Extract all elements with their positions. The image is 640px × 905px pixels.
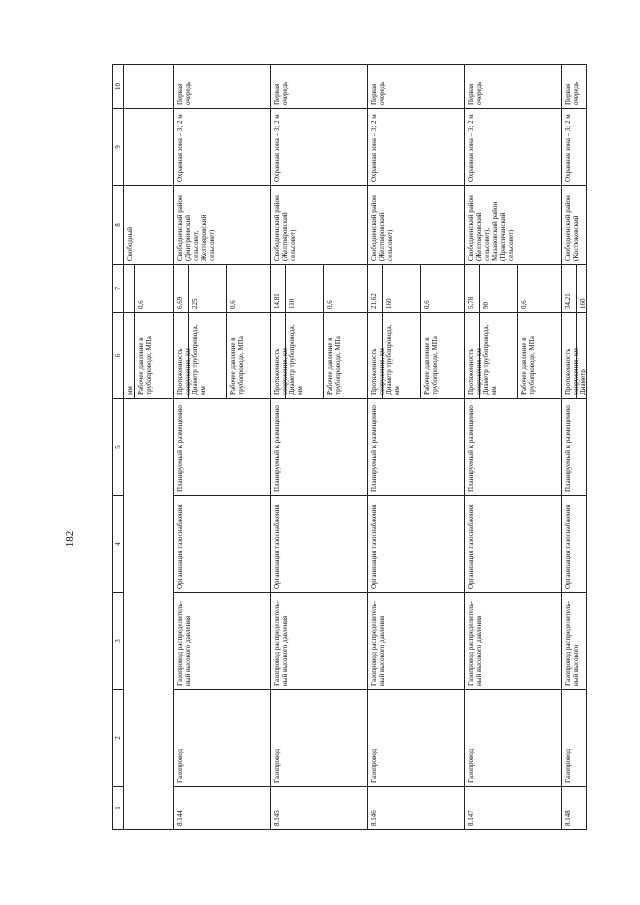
row-status: Планируемый к размещению	[367, 398, 465, 496]
row-params	[270, 312, 368, 399]
row-purpose: Организация газоснабжения	[464, 495, 562, 593]
row-location	[464, 185, 562, 265]
param-label: Протяженность сооружения, км	[176, 348, 192, 395]
row-zone: Охранная зона – 3; 2 м	[464, 108, 562, 186]
row-param-values	[464, 264, 562, 313]
location-line: Мазановский район (Практичанский сельсовет)	[491, 201, 515, 261]
continuation-pressure-value: 0,6	[134, 265, 175, 312]
continuation-blank	[123, 398, 174, 830]
param-label: Диаметр трубопровода, мм	[188, 313, 226, 398]
registry-table	[112, 64, 586, 830]
param-label: Диаметр	[576, 313, 588, 398]
row-type: Газопровод распределитель-ный высокого давления	[367, 592, 465, 690]
param-value: 6,69	[176, 296, 184, 309]
header-col-3: 3	[112, 592, 124, 690]
continuation-params	[123, 312, 174, 399]
param-label: Рабочее давление в трубопроводе, МПа	[517, 313, 563, 398]
param-value: 0,6	[420, 265, 466, 312]
row-zone: Охранная зона – 3; 2 м	[561, 108, 587, 186]
param-label: Рабочее давление в трубопроводе, МПа	[323, 313, 369, 398]
row-id: 8.147	[464, 786, 562, 830]
param-label: Протяженность сооружения, км	[467, 348, 483, 395]
param-label: Рабочее давление в трубопроводе, МПа	[420, 313, 466, 398]
param-value: 0,6	[226, 265, 272, 312]
param-label: Диаметр трубопровода, мм	[479, 313, 517, 398]
param-value: 34,21	[564, 293, 572, 309]
row-status: Планируемый к размещению	[464, 398, 562, 496]
row-id: 8.145	[270, 786, 368, 830]
row-zone: Охранная зона – 3; 2 м	[270, 108, 368, 186]
header-col-4: 4	[112, 495, 124, 593]
location-line: Свободненский район (Дмитриевский сельсовет,	[176, 195, 200, 261]
header-col-8: 8	[112, 185, 124, 265]
param-value: 14,81	[273, 293, 281, 309]
param-label: Протяженность сооружения, км	[273, 348, 289, 395]
row-type: Газопровод распределитель-ный высокого	[561, 592, 587, 690]
row-name: Газопровод	[464, 689, 562, 787]
row-name: Газопровод	[270, 689, 368, 787]
location-line: Желтояровский сельсовет)	[200, 214, 216, 261]
param-label: Рабочее давление в трубопроводе, МПа	[226, 313, 272, 398]
row-status: Планируемый к размещению	[270, 398, 368, 496]
param-value: 225	[188, 265, 226, 312]
location-line: Свободненский район (Желтояровский сельсовет)	[370, 195, 394, 261]
continuation-param-tail: мм	[126, 386, 134, 395]
header-col-2: 2	[112, 689, 124, 787]
header-col-6: 6	[112, 312, 124, 399]
row-type: Газопровод распределитель-ный высокого давления	[173, 592, 271, 690]
row-purpose: Организация газоснабжения	[367, 495, 465, 593]
row-zone: Охранная зона – 3; 2 м	[367, 108, 465, 186]
row-stage: Первая очередь	[173, 64, 271, 109]
row-params	[561, 312, 587, 399]
param-label: Диаметр трубопровода, мм	[382, 313, 420, 398]
param-value: 160	[576, 265, 588, 312]
row-purpose: Организация газоснабжения	[173, 495, 271, 593]
location-line: Свободненский район (Желтояровский сельсовет)	[273, 195, 297, 261]
location-line: Свободненский район (Желтояровский сельсовет),	[467, 195, 491, 261]
param-value: 0,6	[517, 265, 563, 312]
param-value: 21,62	[370, 293, 378, 309]
param-label: Протяженность сооружения, км	[370, 348, 386, 395]
param-value: 110	[285, 265, 323, 312]
row-location	[173, 185, 271, 265]
row-name: Газопровод	[561, 689, 587, 787]
row-stage: Первая очередь	[464, 64, 562, 109]
header-col-7: 7	[112, 264, 124, 313]
row-stage: Первая очередь	[270, 64, 368, 109]
row-status: Планируемый к размещению	[173, 398, 271, 496]
param-value: 5,78	[467, 296, 475, 309]
row-purpose: Организация газоснабжения	[561, 495, 587, 593]
continuation-values	[123, 264, 174, 313]
row-zone: Охранная зона – 3; 2 м	[173, 108, 271, 186]
header-col-5: 5	[112, 398, 124, 496]
row-param-values	[367, 264, 465, 313]
row-param-values	[270, 264, 368, 313]
row-name: Газопровод	[173, 689, 271, 787]
row-purpose: Организация газоснабжения	[270, 495, 368, 593]
continuation-pressure-label: Рабочее давление в трубопроводе, МПа	[134, 313, 175, 398]
row-location	[367, 185, 465, 265]
row-param-values	[561, 264, 587, 313]
row-name: Газопровод	[367, 689, 465, 787]
row-type: Газопровод распределитель-ный высокого давления	[464, 592, 562, 690]
param-value: 90	[479, 265, 517, 312]
param-label: Протяженность сооружения, км	[564, 348, 580, 395]
row-stage: Первая очередь	[367, 64, 465, 109]
header-col-9: 9	[112, 108, 124, 186]
param-value: 160	[382, 265, 420, 312]
row-params	[464, 312, 562, 399]
row-params	[173, 312, 271, 399]
param-label: Диаметр трубопровода, мм	[285, 313, 323, 398]
continuation-district: Свободный	[123, 185, 174, 265]
row-id: 8.148	[561, 786, 587, 830]
row-param-values	[173, 264, 271, 313]
row-params	[367, 312, 465, 399]
row-type: Газопровод распределитель-ный высокого давления	[270, 592, 368, 690]
header-col-10: 10	[112, 64, 124, 109]
row-id: 8.146	[367, 786, 465, 830]
row-id: 8.144	[173, 786, 271, 830]
page-number: 182	[64, 530, 76, 548]
row-stage: Первая очередь	[561, 64, 587, 109]
row-status: Планируемый к размещению	[561, 398, 587, 496]
row-location	[561, 185, 587, 265]
header-col-1: 1	[112, 786, 124, 830]
continuation-stage-blank	[123, 64, 174, 109]
param-value: 0,6	[323, 265, 369, 312]
location-line: Свободненский район (Костюковский	[564, 195, 580, 261]
continuation-zone-blank	[123, 108, 174, 186]
row-location	[270, 185, 368, 265]
